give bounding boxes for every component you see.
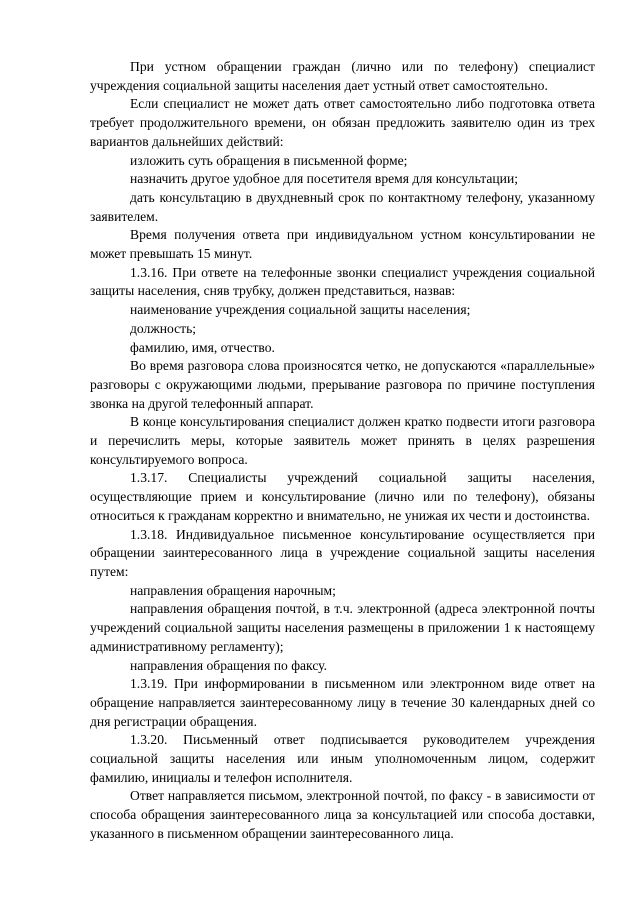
list-item: фамилию, имя, отчество. bbox=[130, 339, 275, 355]
list-item: изложить суть обращения в письменной форме; bbox=[130, 152, 408, 168]
paragraph: Во время разговора слова произносятся четко, не допускаются «параллельные» разговоры с окружающими людьми, прерывание разговора по причине поступления звонка на другой телефонный аппарат. bbox=[90, 358, 595, 411]
paragraph: Если специалист не может дать ответ самостоятельно либо подготовка ответа требует продолжительного времени, он обязан предложить заявителю один из трех вариантов дальнейших действий: bbox=[90, 96, 595, 149]
list-item: направления обращения почтой, в т.ч. электронной (адреса электронной почты учреждений социальной защиты населения размещены в приложении 1 к настоящему административному регламенту); bbox=[90, 601, 595, 654]
paragraph: 1.3.16. При ответе на телефонные звонки специалист учреждения социальной защиты населения, сняв трубку, должен представиться, назвав: bbox=[90, 264, 595, 299]
paragraph: Ответ направляется письмом, электронной почтой, по факсу - в зависимости от способа обращения заинтересованного лица за консультацией или способа доставки, указанного в письменном обращении заинтересованного лица. bbox=[90, 788, 595, 841]
paragraph: 1.3.18. Индивидуальное письменное консультирование осуществляется при обращении заинтересованного лица в учреждение социальной защиты населения путем: bbox=[90, 526, 595, 579]
list-item: назначить другое удобное для посетителя время для консультации; bbox=[130, 171, 519, 187]
list-item: направления обращения по факсу. bbox=[130, 657, 328, 673]
paragraph: При устном обращении граждан (лично или по телефону) специалист учреждения социальной защиты населения дает устный ответ самостоятельно. bbox=[90, 59, 595, 93]
list-item: должность; bbox=[130, 320, 197, 336]
paragraph: 1.3.17. Специалисты учреждений социальной защиты населения, осуществляющие прием и консультирование (лично или по телефону), обязаны относиться к гражданам корректно и внимательно, не унижая их чести и достоинства. bbox=[90, 470, 595, 523]
paragraph: 1.3.19. При информировании в письменном или электронном виде ответ на обращение направляется заинтересованному лицу в течение 30 календарных дней со дня регистрации обращения. bbox=[90, 676, 595, 729]
document-page bbox=[90, 58, 595, 844]
list-item: направления обращения нарочным; bbox=[130, 582, 336, 598]
paragraph: В конце консультирования специалист должен кратко подвести итоги разговора и перечислить меры, которые заявитель может принять в целях разрешения консультируемого вопроса. bbox=[90, 414, 595, 467]
list-item: дать консультацию в двухдневный срок по контактному телефону, указанному заявителем. bbox=[90, 189, 595, 224]
paragraph: Время получения ответа при индивидуальном устном консультировании не может превышать 15 минут. bbox=[90, 227, 595, 262]
paragraph: 1.3.20. Письменный ответ подписывается руководителем учреждения социальной защиты населения или иным уполномоченным лицом, содержит фамилию, инициалы и телефон исполнителя. bbox=[90, 732, 595, 785]
list-item: наименование учреждения социальной защиты населения; bbox=[130, 302, 471, 318]
